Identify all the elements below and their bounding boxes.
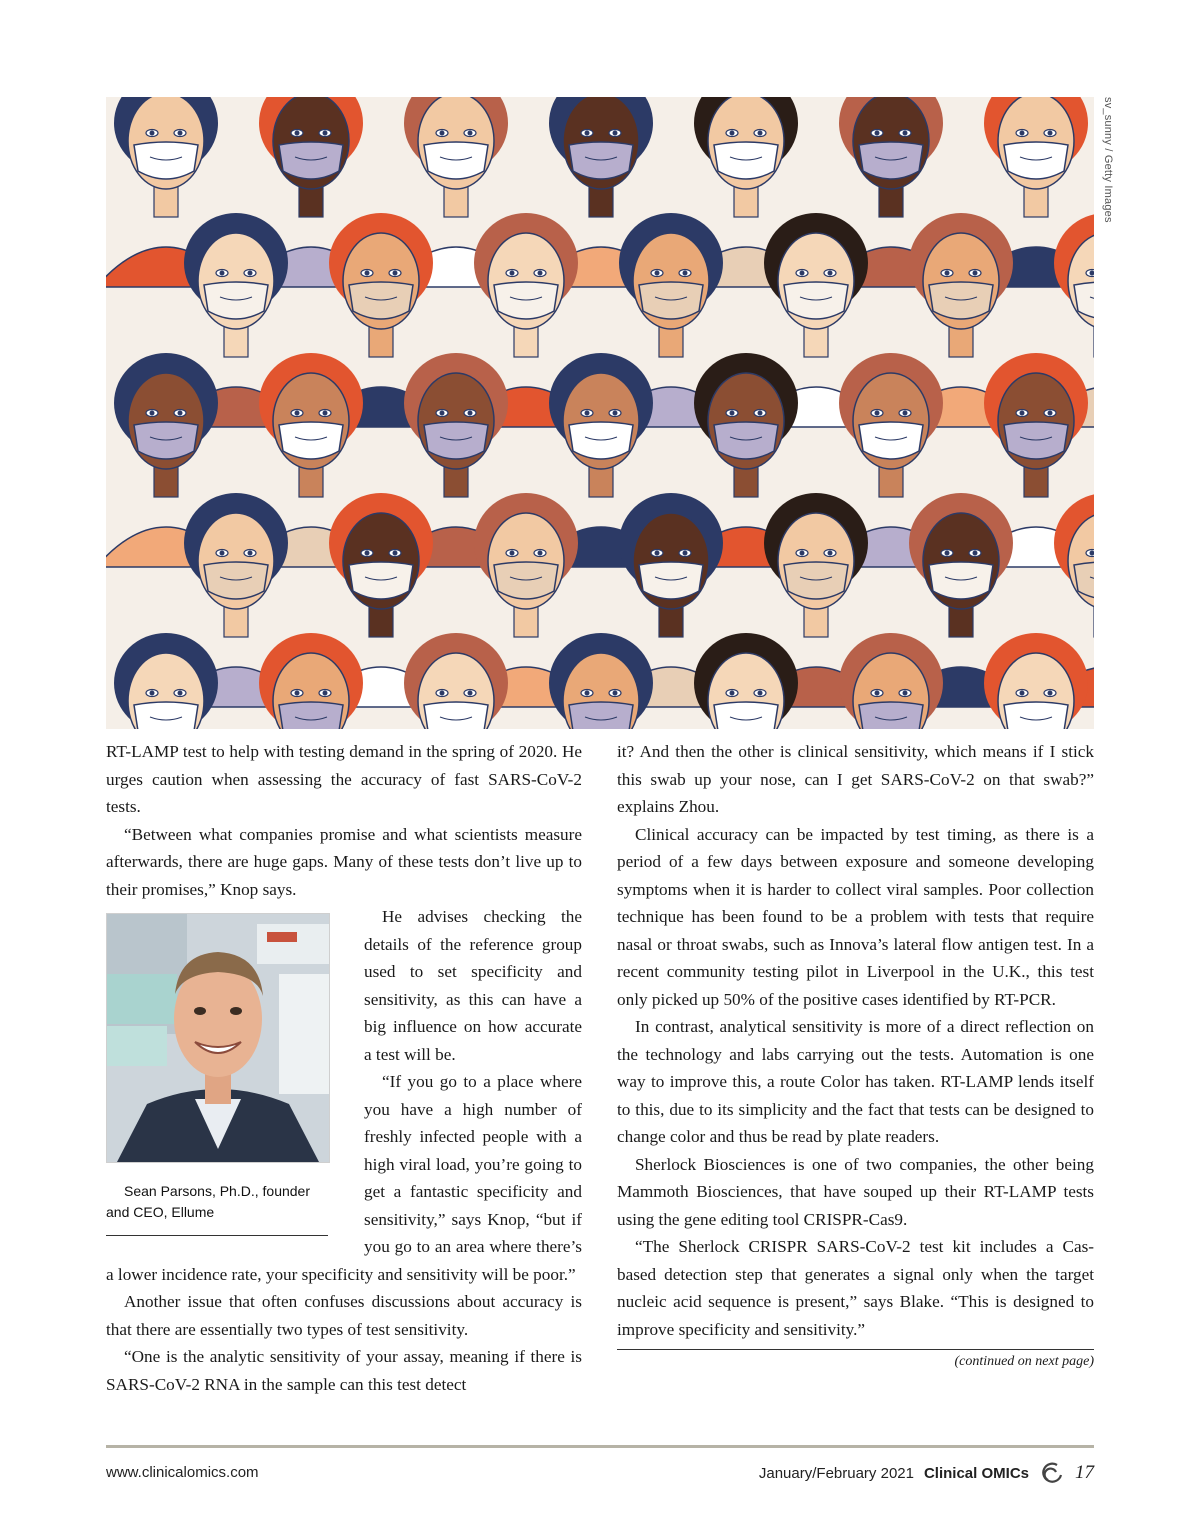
website-link[interactable]: www.clinicalomics.com [106,1464,259,1481]
paragraph: “If you go to a place where you have a high number of freshly infected people with a high viral load, you’re going to get a fantastic specificity and sensitivity,” says Knop, “but if you go to an area where there’s a lower incidence rate, your specificity and sensitivity will be poor.” [106,1072,582,1284]
paragraph: “Between what companies promise and what scientists measure afterwards, there are huge gaps. Many of these tests don’t live up to their promises,” Knop says. [106,824,582,899]
photo-caption: Sean Parsons, Ph.D., founder and CEO, Ellume [106,1181,328,1236]
portrait-photo-icon [107,914,329,1162]
paragraph-text: He advises checking the details of the reference group used to set specificity and sensitivity, as this can have a big influence on how accurate a test will be. [364,907,582,1064]
paragraph: “The Sherlock CRISPR SARS-CoV-2 test kit includes a Cas-based detection step that generates a signal only when the target nucleic acid sequence is present,” says Blake. “This is designed to improve specificity and sensitivity.” [617,1237,1094,1339]
continued-note: (continued on next page) [954,1354,1094,1369]
clinical-omics-logo-icon [1039,1460,1065,1486]
paragraph: it? And then the other is clinical sensitivity, which means if I stick this swab up your nose, can I get SARS-CoV-2 on that swab?” explains Zhou. [617,742,1094,816]
magazine-name: Clinical OMICs [923,1464,1029,1482]
issue-date: January/February 2021 [758,1464,914,1482]
paragraph: Sherlock Biosciences is one of two companies, the other being Mammoth Biosciences, that have souped up their RT-LAMP tests using the gene editing tool CRISPR-Cas9. [617,1154,1094,1229]
paragraph: In contrast, analytical sensitivity is more of a direct reflection on the technology and labs carrying out the tests. Automation is one way to improve this, a route Color has taken. RT-LAMP lends itself to this, due to its simplicity and the fact that tests can be designed to change color and thus be read by plate readers. [617,1017,1094,1146]
crowd-of-masked-people-icon [106,97,1094,729]
footer-right [759,1458,1094,1488]
left-column [106,738,582,1398]
image-credit: sv_sunny / Getty Images [1102,97,1114,223]
paragraph: Clinical accuracy can be impacted by test timing, as there is a period of a few days between exposure and someone developing symptoms when it is harder to collect viral samples. Poor collection technique has been found to be a problem with tests that require nasal or throat swabs, such as Innova’s lateral flow antigen test. In a recent community testing pilot in Liverpool in the U.K., this test only picked up 50% of the positive cases identified by RT-PCR. [617,824,1094,1009]
crowd-illustration [106,97,1094,729]
paragraph: “One is the analytic sensitivity of your assay, meaning if there is SARS-CoV-2 RNA in the sample can this test detect [106,1347,582,1394]
page-number: 17 [1075,1462,1094,1483]
divider [617,1349,1094,1350]
paragraph: Another issue that often confuses discussions about accuracy is that there are essentially two types of test sensitivity. [106,1292,582,1339]
page-footer [106,1458,1094,1488]
paragraph: RT-LAMP test to help with testing demand in the spring of 2020. He urges caution when assessing the accuracy of fast SARS-CoV-2 tests. [106,742,582,816]
portrait-photo [106,913,330,1163]
right-column [617,738,1094,1372]
footer-divider [106,1445,1094,1448]
photo-box [106,913,334,1236]
